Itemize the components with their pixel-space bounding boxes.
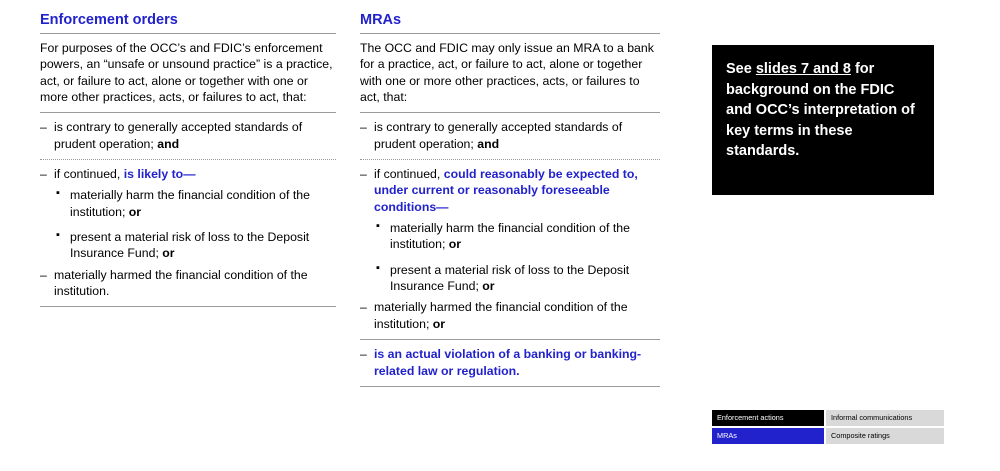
enforcement-item-1-bold: and xyxy=(157,136,180,151)
list-item xyxy=(54,229,336,262)
enforcement-item-3-text: materially harmed the financial condition of the institution. xyxy=(54,267,308,299)
mras-item-1-bold: and xyxy=(477,136,500,151)
enforcement-sub-1-text: materially harm the financial condition of the institution; xyxy=(70,188,310,219)
enforcement-square-list xyxy=(54,187,336,261)
divider xyxy=(40,306,336,307)
legend-item-informal-communications: Informal communications xyxy=(826,410,944,426)
list-item xyxy=(360,299,660,332)
column-heading-enforcement-orders: Enforcement orders xyxy=(40,12,178,28)
enforcement-item-1-block xyxy=(40,113,336,159)
legend-item-enforcement-actions: Enforcement actions xyxy=(712,410,824,426)
enforcement-item-2-text: if continued, xyxy=(54,167,124,182)
mras-dash-list-2 xyxy=(360,166,660,332)
enforcement-item-2-block xyxy=(40,160,336,306)
mras-item-4-block xyxy=(360,340,660,386)
comparison-columns xyxy=(40,12,660,387)
enforcement-sub-2-bold: or xyxy=(162,246,175,261)
enforcement-intro-text: For purposes of the OCC’s and FDIC’s enforcement powers, an “unsafe or unsound practice” is a practice, act, or failure to act, alone or together with one or more other practices, acts, or failures to act, that: xyxy=(40,41,333,105)
mras-sub-2-bold: or xyxy=(482,279,495,294)
enforcement-dash-list-1 xyxy=(40,119,336,152)
list-item xyxy=(374,262,660,295)
mras-dash-list-1 xyxy=(360,119,660,152)
divider xyxy=(360,386,660,387)
list-item xyxy=(374,220,660,253)
callout-box xyxy=(712,45,934,195)
list-item xyxy=(40,267,336,300)
callout-rest-text: for background on the FDIC and OCC’s interpretation of key terms in these standards. xyxy=(726,61,915,160)
list-item xyxy=(40,119,336,152)
list-item xyxy=(360,166,660,294)
enforcement-sub-1-bold: or xyxy=(128,204,142,219)
mras-dash-list-3 xyxy=(360,346,660,379)
column-heading-mras: MRAs xyxy=(360,12,402,28)
enforcement-item-1-text: is contrary to generally accepted standards of prudent operation; xyxy=(54,120,303,151)
enforcement-sub-2-text: present a material risk of loss to the Deposit Insurance Fund; xyxy=(70,230,310,261)
list-item xyxy=(360,346,660,379)
mras-intro-text: The OCC and FDIC may only issue an MRA to a bank for a practice, act, or failure to act, alone or together with one or more other practices, acts, or failures to act, that: xyxy=(360,41,654,105)
enforcement-dash-list-2 xyxy=(40,166,336,299)
mras-item-3-bold: or xyxy=(432,316,446,331)
mras-intro-block xyxy=(360,34,660,112)
mras-sub-1-text: materially harm the financial condition of the institution; xyxy=(390,221,630,252)
column-enforcement-orders xyxy=(40,12,350,387)
mras-item-3-text: materially harmed the financial condition of the institution; xyxy=(374,300,628,331)
mras-item-1-block xyxy=(360,113,660,159)
mras-sub-1-bold: or xyxy=(448,237,462,252)
mras-item-2-emphasis: could reasonably be expected to, under current or reasonably foreseeable conditions— xyxy=(374,167,638,214)
legend-item-composite-ratings: Composite ratings xyxy=(826,428,944,444)
mras-item-1-text: is contrary to generally accepted standards of prudent operation; xyxy=(374,120,623,151)
list-item xyxy=(360,119,660,152)
mras-item-2-text: if continued, xyxy=(374,167,444,182)
enforcement-item-2-emphasis: is likely to— xyxy=(123,167,196,182)
mras-sub-2-text: present a material risk of loss to the Deposit Insurance Fund; xyxy=(390,262,630,294)
legend-item-mras: MRAs xyxy=(712,428,824,444)
callout-slide-reference-link[interactable]: slides 7 and 8 xyxy=(755,61,851,77)
list-item xyxy=(40,166,336,262)
mras-item-4-emphasis: is an actual violation of a banking or banking-related law or regulation. xyxy=(374,347,642,378)
column-mras xyxy=(350,12,660,387)
mras-square-list xyxy=(374,220,660,294)
legend xyxy=(712,410,942,444)
callout-lead-text: See xyxy=(726,61,756,77)
mras-item-2-block xyxy=(360,160,660,339)
enforcement-intro-block xyxy=(40,34,336,112)
list-item xyxy=(54,187,336,220)
